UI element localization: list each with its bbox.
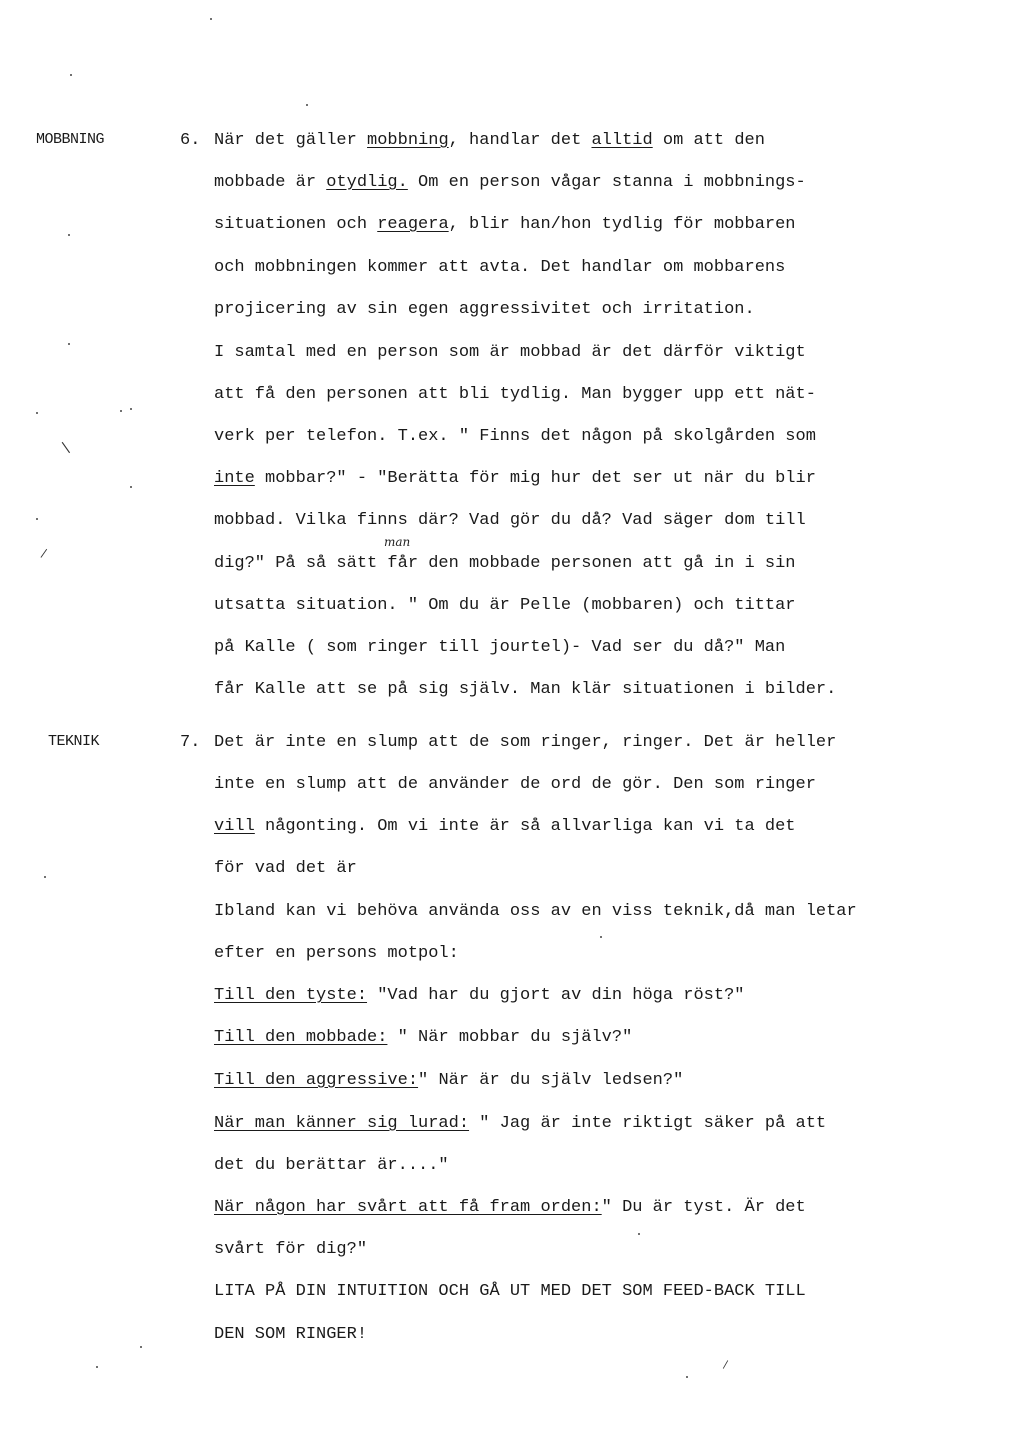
- paragraph-line: projicering av sin egen aggressivitet och irritation.: [214, 300, 755, 319]
- paragraph-line: att få den personen att bli tydlig. Man bygger upp ett nät-: [214, 385, 816, 404]
- text-run: " Du är tyst. Är det: [601, 1198, 806, 1217]
- text-run: mobbade är: [214, 173, 327, 192]
- paragraph-line: mobbad. Vilka finns där? Vad gör du då? Vad säger dom till: [214, 511, 806, 530]
- text-run: mobbar?" - "Berätta för mig hur det ser ut när du blir: [254, 469, 816, 488]
- underlined-text: otydlig.: [326, 173, 408, 192]
- paragraph-line: får Kalle att se på sig själv. Man klär situationen i bilder.: [214, 680, 837, 699]
- paragraph-line: Ibland kan vi behöva använda oss av en viss teknik,då man letar: [214, 902, 857, 921]
- underlined-text: vill: [214, 817, 255, 836]
- paragraph-line: dig?" På så sätt får den mobbade personen att gå in i sin: [214, 554, 796, 573]
- stray-mark: |: [37, 547, 50, 561]
- underlined-text: reagera: [377, 215, 449, 234]
- underlined-text: När man känner sig lurad:: [214, 1114, 470, 1133]
- text-run: " När mobbar du själv?": [387, 1028, 633, 1047]
- scan-speck: [638, 1233, 640, 1235]
- scan-speck: [600, 936, 602, 938]
- paragraph-line: inte en slump att de använder de ord de gör. Den som ringer: [214, 775, 816, 794]
- section-number-7: 7.: [180, 733, 201, 752]
- scan-speck: [36, 412, 38, 414]
- paragraph-line: [214, 215, 796, 235]
- paragraph-line: utsatta situation. " Om du är Pelle (mobbaren) och tittar: [214, 596, 796, 615]
- paragraph-line: efter en persons motpol:: [214, 944, 459, 963]
- scan-speck: [70, 74, 72, 76]
- underlined-text: Till den tyste:: [214, 986, 368, 1005]
- text-run: , handlar det: [448, 131, 592, 150]
- scan-speck: [130, 408, 132, 410]
- paragraph-line: [214, 986, 745, 1006]
- underlined-text: När någon har svårt att få fram orden:: [214, 1198, 602, 1217]
- text-run: någonting. Om vi inte är så allvarliga kan vi ta det: [254, 817, 796, 836]
- paragraph-line: och mobbningen kommer att avta. Det handlar om mobbarens: [214, 258, 786, 277]
- text-run: situationen och: [214, 215, 378, 234]
- scan-speck: [140, 1346, 142, 1348]
- stray-mark: |: [719, 1359, 731, 1372]
- paragraph-line: [214, 131, 765, 151]
- paragraph-line: på Kalle ( som ringer till jourtel)- Vad ser du då?" Man: [214, 638, 786, 657]
- underlined-text: mobbning: [367, 131, 449, 150]
- paragraph-line: verk per telefon. T.ex. " Finns det någon på skolgården som: [214, 427, 816, 446]
- scan-speck: [120, 410, 122, 412]
- scan-speck: [686, 1376, 688, 1378]
- scan-speck: [44, 876, 46, 878]
- section-number-6: 6.: [180, 131, 201, 150]
- text-run: om att den: [652, 131, 765, 150]
- scan-speck: [68, 343, 70, 345]
- paragraph-line: [214, 1028, 632, 1048]
- underlined-text: inte: [214, 469, 255, 488]
- paragraph-line: [214, 469, 816, 489]
- text-run: "Vad har du gjort av din höga röst?": [367, 986, 745, 1005]
- paragraph-line: [214, 1198, 806, 1218]
- text-run: " När är du själv ledsen?": [418, 1071, 684, 1090]
- margin-label-teknik: TEKNIK: [48, 733, 100, 750]
- underlined-text: Till den mobbade:: [214, 1028, 388, 1047]
- text-run: , blir han/hon tydlig för mobbaren: [448, 215, 796, 234]
- margin-label-mobbning: MOBBNING: [36, 131, 105, 148]
- paragraph-line: svårt för dig?": [214, 1240, 368, 1259]
- scan-speck: [36, 518, 38, 520]
- paragraph-line: Det är inte en slump att de som ringer, ringer. Det är heller: [214, 733, 837, 752]
- text-run: " Jag är inte riktigt säker på att: [469, 1114, 827, 1133]
- paragraph-line: det du berättar är....": [214, 1156, 449, 1175]
- scan-speck: [306, 104, 308, 106]
- underlined-text: Till den aggressive:: [214, 1071, 419, 1090]
- scan-speck: [130, 486, 132, 488]
- paragraph-line: [214, 173, 806, 193]
- handwritten-insertion: man: [384, 535, 411, 549]
- text-run: När det gäller: [214, 131, 368, 150]
- paragraph-line: för vad det är: [214, 859, 357, 878]
- paragraph-line: [214, 1071, 683, 1091]
- scan-speck: [210, 18, 212, 20]
- paragraph-line: [214, 817, 796, 837]
- paragraph-line: [214, 1114, 826, 1134]
- stray-mark: |: [58, 439, 75, 457]
- scan-speck: [68, 234, 70, 236]
- paragraph-line: LITA PÅ DIN INTUITION OCH GÅ UT MED DET SOM FEED-BACK TILL: [214, 1282, 806, 1301]
- underlined-text: alltid: [591, 131, 653, 150]
- text-run: Om en person vågar stanna i mobbnings-: [407, 173, 806, 192]
- paragraph-line: DEN SOM RINGER!: [214, 1325, 368, 1344]
- paragraph-line: I samtal med en person som är mobbad är det därför viktigt: [214, 343, 806, 362]
- scan-speck: [96, 1366, 98, 1368]
